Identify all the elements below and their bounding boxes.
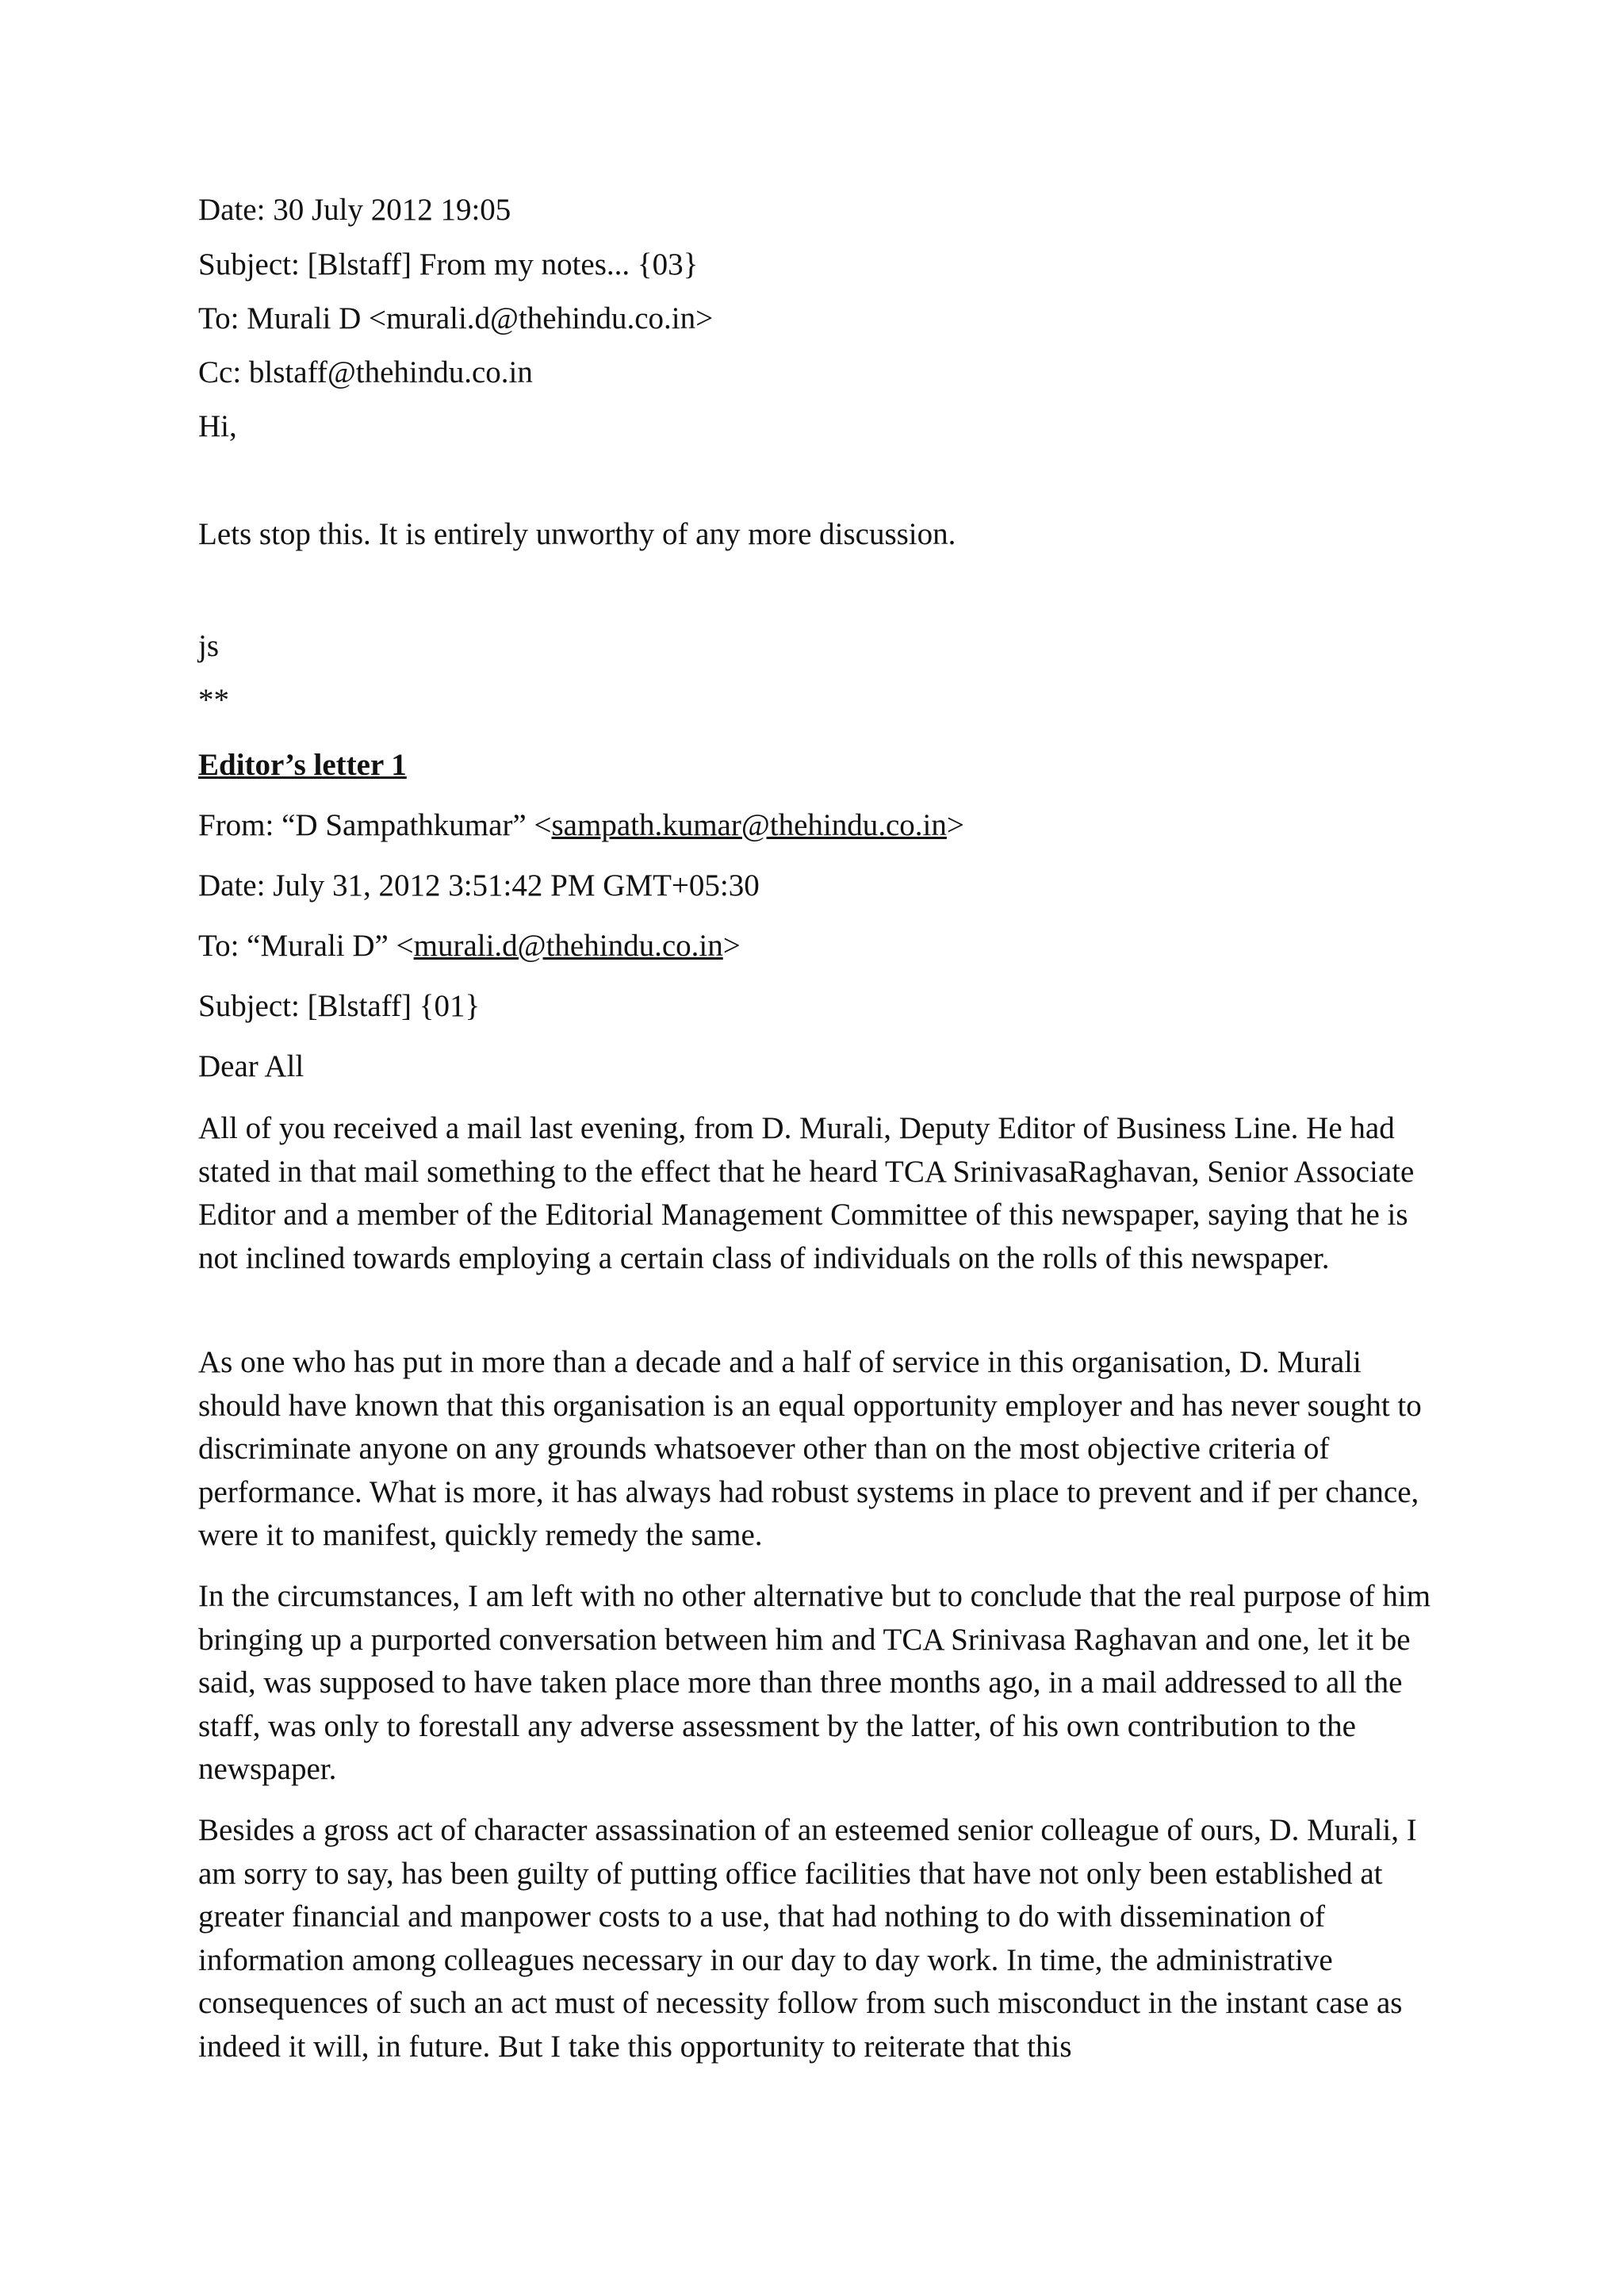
header-date: Date: 30 July 2012 19:05 bbox=[198, 193, 511, 227]
header-to: To: Murali D <murali.d@thehindu.co.in> bbox=[198, 301, 714, 335]
paragraph-4: Besides a gross act of character assassination of an esteemed senior colleague of ours, D. Murali, I am sorry to say, has been guilty of putting office facilities that have not only been established at greater financial and manpower costs to a use, that had nothing to do with dissemination of information among colleagues necessary in our day to day work. In time, the administrative consequences of such an act must of necessity follow from such misconduct in the instant case as indeed it will, in future. But I take this opportunity to reiterate that this bbox=[198, 1813, 1417, 2064]
separator: ** bbox=[198, 683, 229, 717]
letter-date: Date: July 31, 2012 3:51:42 PM GMT+05:30 bbox=[198, 868, 760, 903]
from-email-link[interactable]: sampath.kumar@thehindu.co.in bbox=[551, 808, 947, 842]
letter-to bbox=[198, 925, 741, 968]
header-cc: Cc: blstaff@thehindu.co.in bbox=[198, 355, 533, 389]
paragraph-2: As one who has put in more than a decade and a half of service in this organisation, D. Murali should have known that this organisation is an equal opportunity employer and has never sought to discriminate anyone on any grounds whatsoever other than on the most objective criteria of performance. What is more, it has always had robust systems in place to prevent and if per chance, were it to manifest, quickly remedy the same. bbox=[198, 1345, 1422, 1552]
greeting: Hi, bbox=[198, 409, 237, 443]
paragraph-1: All of you received a mail last evening, from D. Murali, Deputy Editor of Business Line. He had stated in that mail something to the effect that he heard TCA SrinivasaRaghavan, Senior Associate Editor and a member of the Editorial Management Committee of this newspaper, saying that he is not inclined towards employing a certain class of individuals on the rolls of this newspaper. bbox=[198, 1111, 1415, 1275]
from-suffix: > bbox=[946, 808, 964, 842]
from-prefix: From: “D Sampathkumar” < bbox=[198, 808, 552, 842]
to-prefix: To: “Murali D” < bbox=[198, 929, 414, 963]
letter-heading: Editor’s letter 1 bbox=[198, 748, 407, 782]
signature: js bbox=[198, 629, 220, 663]
body-line: Lets stop this. It is entirely unworthy of any more discussion. bbox=[198, 517, 956, 551]
paragraph-3: In the circumstances, I am left with no other alternative but to conclude that the real purpose of him bringing up a purported conversation between him and TCA Srinivasa Raghavan and one, let it be said, was supposed to have taken place more than three months ago, in a mail addressed to all the staff, was only to forestall any adverse assessment by the latter, of his own contribution to the newspaper. bbox=[198, 1579, 1431, 1786]
to-email-link[interactable]: murali.d@thehindu.co.in bbox=[413, 929, 723, 963]
header-subject: Subject: [Blstaff] From my notes... {03} bbox=[198, 247, 699, 282]
letter-from bbox=[198, 804, 964, 847]
letter-subject: Subject: [Blstaff] {01} bbox=[198, 989, 481, 1023]
letter-salutation: Dear All bbox=[198, 1049, 304, 1083]
to-suffix: > bbox=[722, 929, 741, 963]
